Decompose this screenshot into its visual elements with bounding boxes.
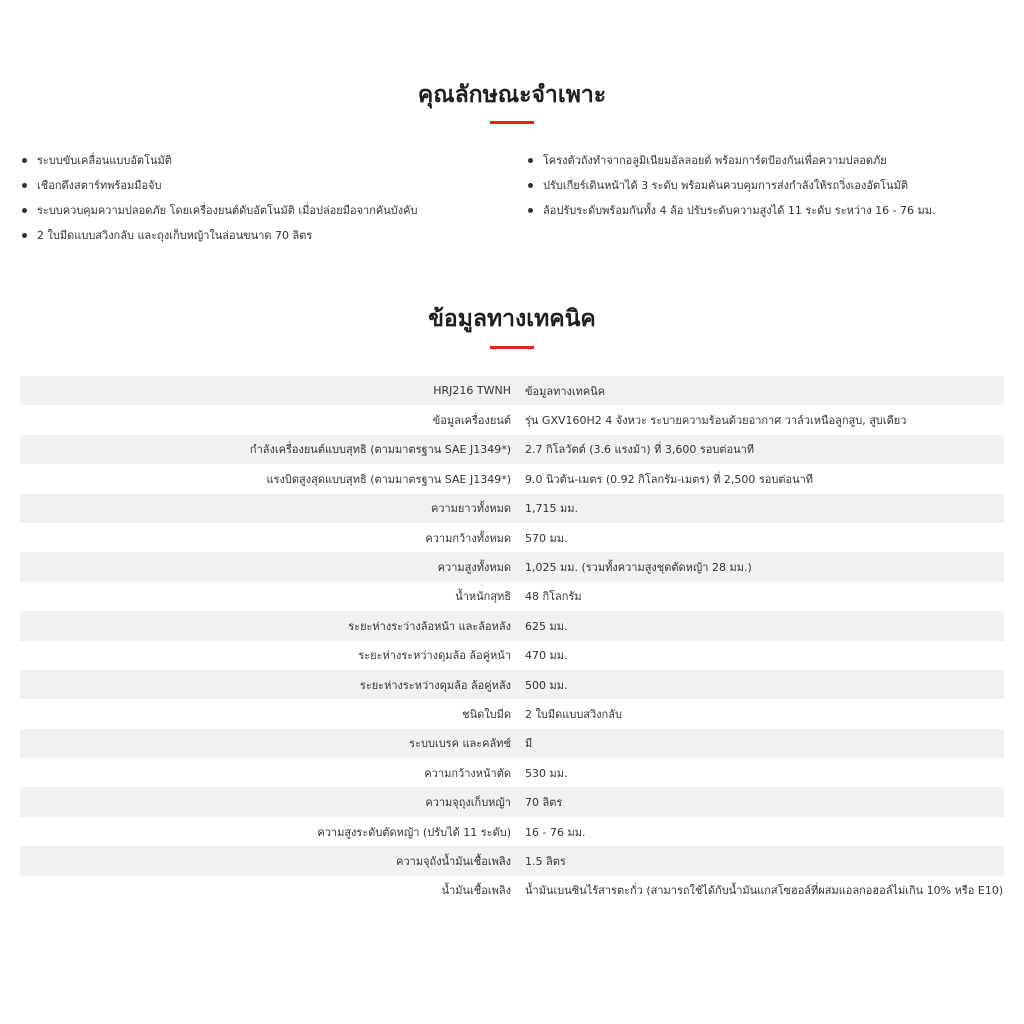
table-row (20, 670, 1004, 699)
table-row (20, 552, 1004, 581)
spec-label: ระยะห่างระหว่างดุมล้อ ล้อคู่หลัง (20, 670, 525, 699)
spec-value: 1.5 ลิตร (525, 846, 1004, 875)
spec-label: ความจุถังน้ำมันเชื้อเพลิง (20, 846, 525, 875)
spec-label: ความสูงทั้งหมด (20, 552, 525, 581)
table-row (20, 846, 1004, 875)
spec-label: ระยะห่างระหว่างดุมล้อ ล้อคู่หน้า (358, 649, 511, 663)
spec-value: รุ่น GXV160H2 4 จังหวะ ระบายความร้อนด้วยอากาศ วาล์วเหนือลูกสูบ, สูบเดียว (525, 414, 907, 428)
bullet-icon (528, 208, 533, 213)
feature-text: ล้อปรับระดับพร้อมกันทั้ง 4 ล้อ ปรับระดับความสูงได้ 11 ระดับ ระหว่าง 16 - 76 มม. (543, 204, 936, 217)
feature-item (528, 173, 1008, 198)
bullet-icon (528, 158, 533, 163)
bullet-icon (22, 183, 27, 188)
spec-label: ความสูงระดับตัดหญ้า (ปรับได้ 11 ระดับ) (317, 825, 511, 839)
spec-label: ความยาวทั้งหมด (20, 494, 525, 523)
table-row (20, 729, 1004, 758)
spec-label: น้ำมันเชื้อเพลิง (441, 884, 511, 898)
spec-value: 16 - 76 มม. (525, 825, 586, 839)
table-row (20, 435, 1004, 464)
spec-label: ความกว้างหน้าตัด (424, 766, 511, 780)
specs-section-title: คุณลักษณะจำเพาะ (417, 82, 607, 108)
bullet-icon (22, 233, 27, 238)
spec-value: 470 มม. (525, 649, 568, 663)
table-row (20, 641, 1004, 670)
spec-value: 9.0 นิวตัน-เมตร (0.92 กิโลกรัม-เมตร) ที่ 2,500 รอบต่อนาที (525, 472, 814, 486)
feature-text: เชือกดึงสตาร์ทพร้อมมือจับ (37, 179, 162, 192)
tech-section-title: ข้อมูลทางเทคนิค (428, 306, 596, 332)
feature-item (528, 148, 1008, 173)
spec-label: กำลังเครื่องยนต์แบบสุทธิ (ตามมาตรฐาน SAE J1349*) (20, 435, 525, 464)
spec-value: 500 มม. (525, 670, 1004, 699)
bullet-icon (22, 158, 27, 163)
spec-value: 570 มม. (525, 531, 568, 545)
table-row (20, 817, 1004, 846)
feature-item (22, 173, 502, 198)
spec-label: HRJ216 TWNH (20, 376, 525, 405)
spec-value: 530 มม. (525, 766, 568, 780)
spec-value: น้ำมันเบนซินไร้สารตะกั่ว (สามารถใช้ได้กับน้ำมันแกสโซฮอล์ที่ผสมแอลกอฮอล์ไม่เกิน 10% หรือ E10) (525, 884, 1004, 898)
table-row (20, 523, 1004, 552)
spec-label: ระบบเบรค และคลัทช์ (20, 729, 525, 758)
table-row (20, 758, 1004, 787)
spec-value: 625 มม. (525, 611, 1004, 640)
spec-value: มี (525, 729, 1004, 758)
spec-value: ข้อมูลทางเทคนิค (525, 376, 1004, 405)
features-list-right (528, 148, 1008, 223)
spec-value: 2 ใบมีดแบบสวิงกลับ (525, 707, 622, 721)
spec-label: ระยะห่างระว่างล้อหน้า และล้อหลัง (20, 611, 525, 640)
specs-title-underline (490, 121, 534, 124)
spec-label: แรงบิดสูงสุดแบบสุทธิ (ตามมาตรฐาน SAE J1349*) (266, 472, 511, 486)
spec-value: 70 ลิตร (525, 787, 1004, 816)
table-row (20, 787, 1004, 816)
spec-value: 1,715 มม. (525, 494, 1004, 523)
table-row (20, 582, 1004, 611)
spec-label: ความกว้างทั้งหมด (425, 531, 511, 545)
table-row (20, 376, 1004, 405)
table-row (20, 405, 1004, 434)
table-row (20, 464, 1004, 493)
spec-value: 2.7 กิโลวัตต์ (3.6 แรงม้า) ที่ 3,600 รอบต่อนาที (525, 435, 1004, 464)
table-row (20, 494, 1004, 523)
feature-item (528, 198, 1008, 223)
table-row (20, 699, 1004, 728)
feature-text: ระบบควบคุมความปลอดภัย โดยเครื่องยนต์ดับอัตโนมัติ เมื่อปล่อยมือจากคันบังคับ (37, 204, 418, 217)
tech-spec-table (20, 376, 1004, 905)
feature-item (22, 223, 502, 248)
spec-value: 1,025 มม. (รวมทั้งความสูงชุดตัดหญ้า 28 มม.) (525, 552, 1004, 581)
bullet-icon (22, 208, 27, 213)
feature-text: โครงตัวถังทำจากอลูมิเนียมอัลลอยด์ พร้อมการ์ดป้องกันเพื่อความปลอดภัย (543, 154, 887, 167)
spec-label: น้ำหนักสุทธิ (455, 590, 511, 604)
spec-label: ความจุถุงเก็บหญ้า (20, 787, 525, 816)
features-list-left (22, 148, 502, 248)
table-row (20, 876, 1004, 905)
spec-label: ชนิดใบมีด (462, 707, 511, 721)
spec-label: ข้อมูลเครื่องยนต์ (432, 414, 511, 428)
table-row (20, 611, 1004, 640)
bullet-icon (528, 183, 533, 188)
tech-title-underline (490, 346, 534, 349)
feature-item (22, 198, 502, 223)
feature-text: ระบบขับเคลื่อนแบบอัตโนมัติ (37, 154, 172, 167)
feature-text: 2 ใบมีดแบบสวิงกลับ และถุงเก็บหญ้าในล่อนขนาด 70 ลิตร (37, 229, 313, 242)
feature-text: ปรับเกียร์เดินหน้าได้ 3 ระดับ พร้อมคันควบคุมการส่งกำลังให้รถวิ่งเองอัตโนมัติ (543, 179, 908, 192)
feature-item (22, 148, 502, 173)
spec-value: 48 กิโลกรัม (525, 590, 582, 604)
